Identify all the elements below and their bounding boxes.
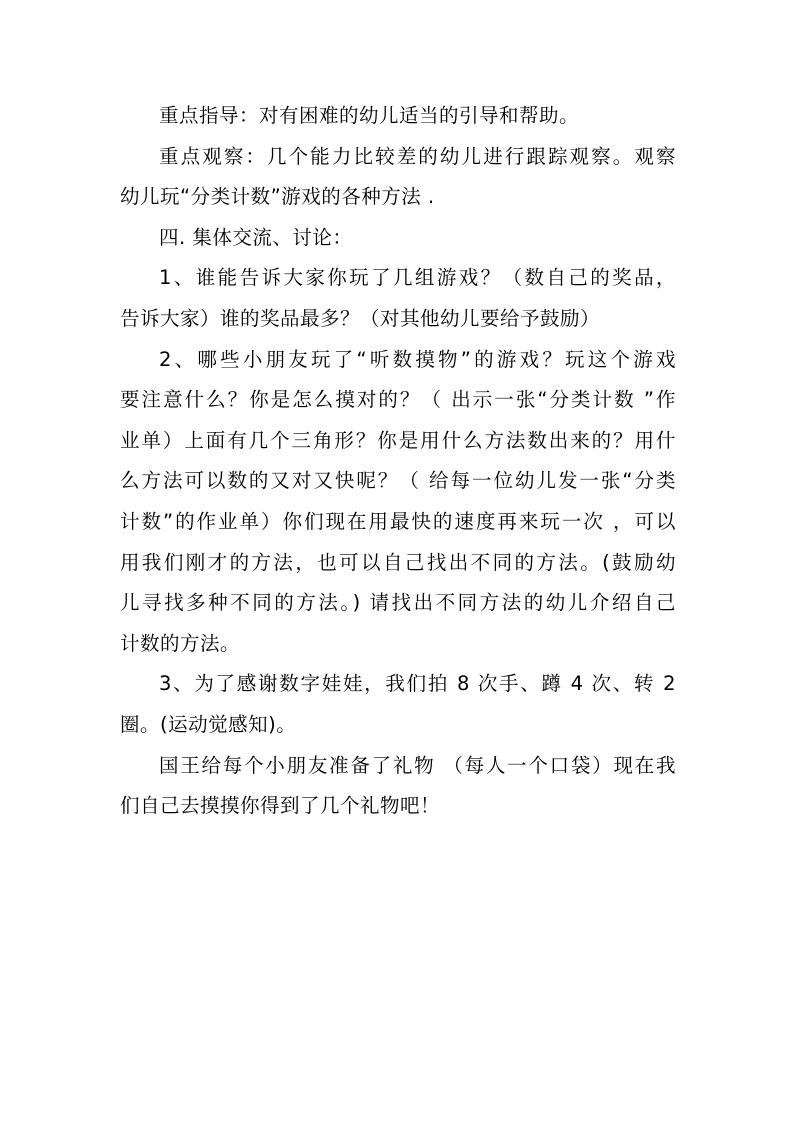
text-line: 国王给每个小朋友准备了礼物 （每人一个口袋）现在我: [159, 753, 676, 777]
text-line: 用我们刚才的方法，也可以自己找出不同的方法。(鼓励幼: [120, 550, 676, 574]
section-heading: [120, 218, 676, 259]
paragraph-key-observation: [120, 137, 676, 218]
paragraph-question-1: [120, 258, 676, 339]
text-line: 1、谁能告诉大家你玩了几组游戏？（数自己的奖品，: [159, 266, 676, 290]
text-line: 圈。(运动觉感知)。: [120, 712, 297, 736]
text-line: 幼儿玩“分类计数”游戏的各种方法 .: [120, 185, 435, 209]
text-line: 们自己去摸摸你得到了几个礼物吧！: [120, 794, 441, 818]
document-page: [120, 96, 676, 827]
text-line: 儿寻找多种不同的方法。) 请找出不同方法的幼儿介绍自己: [120, 591, 676, 615]
paragraph-key-guidance: [120, 96, 676, 137]
paragraph-question-2: [120, 340, 676, 665]
text-line: 重点观察：几个能力比较差的幼儿进行跟踪观察。观察: [159, 144, 676, 168]
text-line: 告诉大家）谁的奖品最多？（对其他幼儿要给予鼓励）: [120, 306, 601, 330]
text-line: 要注意什么？你是怎么摸对的？（ 出示一张“分类计数 ”作: [120, 388, 676, 412]
text-line: 计数的方法。: [120, 631, 241, 655]
text-line: 业单）上面有几个三角形？你是用什么方法数出来的？用什: [120, 428, 676, 452]
text-line: 重点指导：对有困难的幼儿适当的引导和帮助。: [159, 104, 580, 127]
text-line: 么方法可以数的又对又快呢？（ 给每一位幼儿发一张“分类: [120, 469, 676, 493]
paragraph-question-3: [120, 664, 676, 745]
text-line: 2、哪些小朋友玩了“听数摸物”的游戏？玩这个游戏: [159, 347, 676, 371]
paragraph-gift: [120, 746, 676, 827]
text-line: 四. 集体交流、讨论：: [159, 225, 353, 249]
text-line: 3、为了感谢数字娃娃，我们拍 8 次手、蹲 4 次、转 2: [159, 672, 676, 696]
text-line: 计数”的作业单）你们现在用最快的速度再来玩一次 ，可以: [120, 509, 676, 533]
